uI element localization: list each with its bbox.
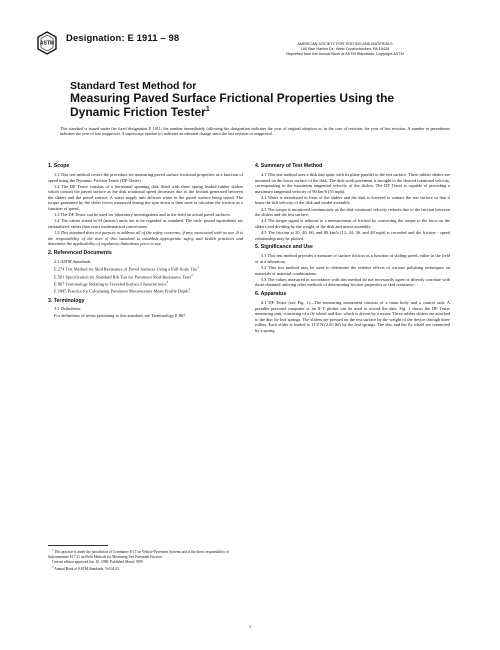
section-heading-scope: 1. Scope: [48, 163, 70, 169]
footnotes: [48, 548, 243, 572]
standard-issue-note: This standard is issued under the fixed designation E 1911; the number immediately following the designation indicates the year of original adoption or, in the case of revision, the year of last revision. A number in parentheses indicates the year of last reapproval. A superscript epsilon (ε) indicates an editorial change since the last revision or reapproval.: [60, 126, 450, 137]
paragraph: 5.1 This test method provides a measure of surface friction as a function of sliding speed, either in the field or in a laboratory.: [255, 253, 450, 264]
paragraph: 6.1 DF Tester (see Fig. 1)—The measuring instrument consists of a main body and a control unit. A portable personal computer or an X-Y plotter can be used to record the data. Fig. 1 shows the DF Tester measuring unit, consisting of a fly wheel and disc which is driven by a motor. Three rubber sliders are attached to the disc by leaf springs. The sliders are pressed on the test surface by the weight of the device through three rollers. Each slider is loaded to 11.8 N (2.65 lbf) by the leaf springs. The disc and the fly wheel are connected by a spring: [255, 299, 450, 333]
paragraph: 4.4 The torque signal is reduced to a measurement of friction by converting the torque to the force on the sliders and dividing by the weight of the disk and motor assembly.: [255, 218, 450, 230]
section-heading-referenced-documents: 2. Referenced Documents: [48, 250, 112, 256]
paragraph: 1.2 The DF Tester consists of a horizontal spinning disk fitted with three spring loaded rubber sliders which contact the paved surface as the disk rotational speed decreases due to the friction generated between the sliders and the paved surface. A water supply unit delivers water to the paved surface being tested. The torque generated by the slider forces measured during the spin down is then used to calculate the friction as a function of speed.: [48, 183, 243, 212]
designation: Designation: E 1911 – 98: [66, 33, 180, 44]
reference-item: [48, 273, 243, 280]
section-heading-summary: 4. Summary of Test Method: [255, 163, 323, 169]
reference-text: E 274 Test Method for Skid Resistance of Paved Surfaces Using a Full-Scale Tire: [54, 266, 198, 272]
paragraph: 2.1 ASTM Standards:: [54, 258, 92, 264]
document-title: [70, 80, 450, 119]
reference-text: E 867 Terminology Relating to Traveled Surface Characteristics: [54, 281, 167, 287]
footnote: [48, 560, 243, 565]
publisher-info: [240, 42, 450, 57]
footnote-text: Current edition approved Jan. 10, 1998. Published March 1999.: [52, 559, 144, 564]
footnote-mark: 2: [188, 287, 190, 292]
reference-item: [48, 265, 243, 272]
section-heading-terminology: 3. Terminology: [48, 297, 85, 304]
title-text: Dynamic Friction Tester: [70, 104, 206, 119]
footnote-mark: 2: [52, 564, 54, 569]
section-heading-apparatus: 6. Apparatus: [255, 291, 287, 298]
reference-text: E 501 Specification for Standard Rib Tire for Pavement Skid-Resistance Tests: [54, 274, 192, 280]
left-column: [48, 160, 243, 319]
paragraph: 1.4 The values stated in SI (metric) units are to be regarded as standard. The inch- pound equivalents are rationalized, rather than exact mathematical conversions.: [48, 218, 243, 230]
publisher-line: AMERICAN SOCIETY FOR TESTING AND MATERIALS: [297, 42, 393, 46]
paragraph: 3.1 Definitions:: [54, 306, 82, 312]
paragraph: 4.5 The friction at 20, 40, 60, and 80 km/h (12, 24, 36, and 48 mph) is recorded and the friction - speed relationship may be plotted.: [255, 230, 450, 241]
paragraph: 4.3 The torque is monitored continuously as the disk rotational velocity reduces due to the friction between the sliders and the test surface.: [255, 206, 450, 218]
section-heading-significance: 5. Significance and Use: [255, 244, 313, 251]
footnote-mark: 2: [191, 272, 193, 277]
reference-text: E 1845 Practice for Calculating Pavement Macrotexture Mean Profile Depth: [54, 288, 189, 294]
footnote-divider: [48, 545, 108, 546]
paragraph: 5.2 This test method may be used to determine the relative effects of various polishing techniques on materials or material combinations.: [255, 265, 450, 276]
title-line: Standard Test Method for: [70, 80, 197, 92]
footnote-mark: 1: [52, 548, 54, 552]
title-line: Measuring Paved Surface Frictional Properties Using the: [70, 91, 395, 105]
astm-logo-icon: [37, 31, 57, 55]
paragraph: 4.1 This test method uses a disk that spins with its plane parallel to the test surface. Three rubber sliders are mounted on the lower surface of the disk. The disk work pavement is brought to the desired rotational velocity, corresponding to the maximum tangential velocity of the sliders. The DF Tester is capable of providing a maximum tangential velocity of 90 km/h (55 mph).: [255, 171, 450, 194]
footnote: [48, 565, 243, 572]
footnote-text: Annual Book of ASTM Standards, Vol 04.03.: [54, 566, 120, 571]
publisher-line: Reprinted from the Annual Book of ASTM Standards. Copyright ASTM: [286, 52, 404, 56]
svg-text:ASTM: ASTM: [39, 40, 55, 47]
paragraph: 1.3 The DF Tester can be used for laboratory investigations and in the field on actual paved surfaces.: [54, 212, 231, 218]
safety-paragraph: 1.5 This standard does not purport to address all of the safety concerns, if any, associated with its use. It is the responsibility of the user of this standard to establish appropriate safety and health practices and determine the applicability of regulatory limitations prior to use.: [48, 230, 243, 247]
right-column: [255, 160, 450, 334]
paragraph: For definitions of terms pertaining to this standard, see Terminology E 867.: [54, 312, 187, 318]
publisher-line: 100 Barr Harbor Dr., West Conshohocken, PA 19428: [300, 47, 390, 51]
footnote: [48, 548, 243, 559]
footnote-mark: 2: [166, 280, 169, 284]
paragraph: 5.3 The values measured in accordance with this method do not necessarily agree or directly correlate with those obtained utilizing other methods of determining friction properties or skid resistance.: [255, 276, 450, 288]
reference-item: [48, 280, 243, 287]
page-number: 1: [248, 624, 252, 629]
title-footnote-mark: 1: [205, 105, 210, 113]
title-line: [70, 106, 450, 120]
footnote-mark: 2: [197, 265, 199, 270]
reference-item: [48, 287, 243, 294]
footnote-text: This practice is under the jurisdiction of Committee E-17 on Vehicle-Pavement Systems and is the direct responsibility of Subcommittee E17.21 on Field Methods for Measuring Tire Pavement Friction.: [48, 550, 230, 559]
paragraph: 4.2 Water is introduced in front of the sliders and the disk is lowered to contact the test surface so that it bears the full velocity of the disk and model assembly.: [255, 194, 450, 206]
paragraph: 1.1 This test method covers the procedure for measuring paved surface frictional properties as a function of speed using the Dynamic Friction Tester (DF-Tester).: [48, 171, 243, 183]
